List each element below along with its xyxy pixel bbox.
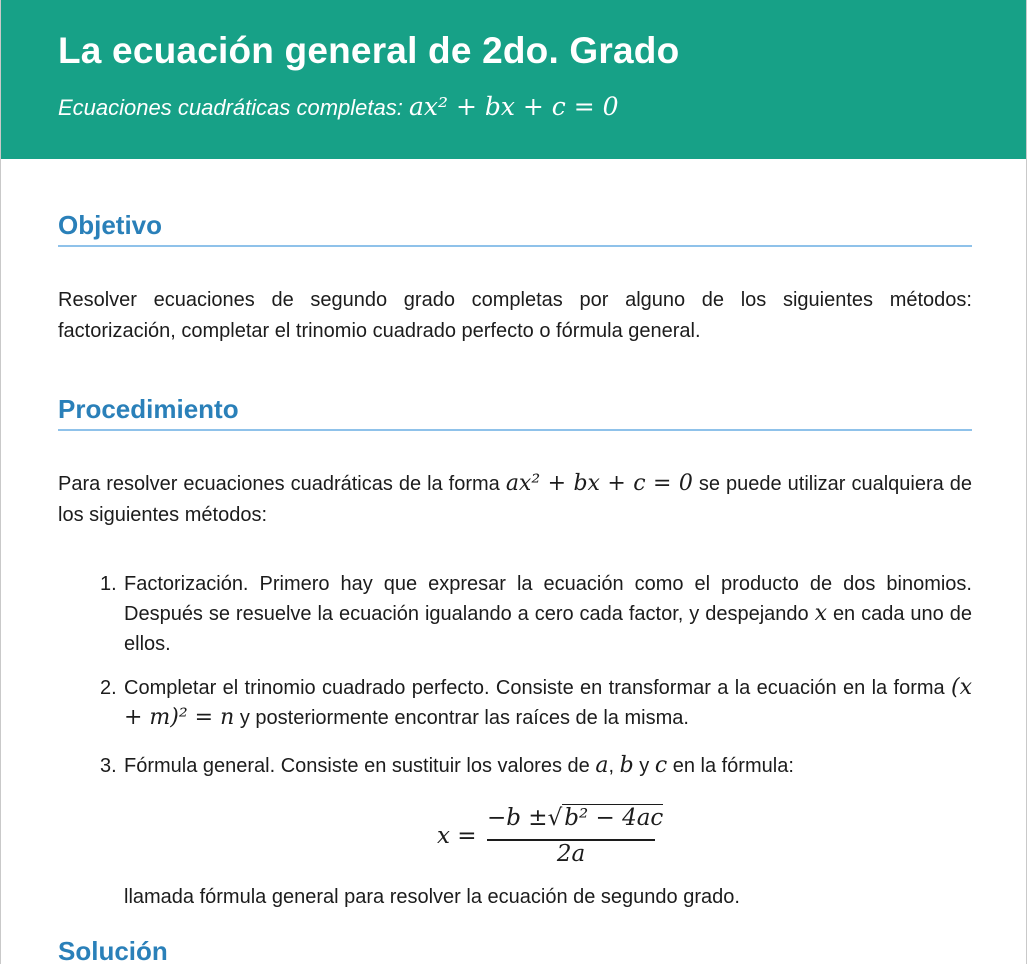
objetivo-text: Resolver ecuaciones de segundo grado completas por alguno de los siguientes métodos: factorización, completar el trinomio cuadrado perfecto o fórmula general.: [58, 289, 972, 342]
intro-text-before: Para resolver ecuaciones cuadráticas de la forma: [58, 473, 500, 495]
intro-equation: ax² + bx + c = 0: [505, 471, 693, 496]
subtitle-equation: ax² + bx + c = 0: [408, 92, 619, 121]
list-item-number: 1.: [100, 573, 117, 595]
numerator-prefix: −b ±: [487, 805, 548, 831]
list-item-number: 3.: [100, 755, 117, 777]
item-text-part: y posteriormente encontrar las raíces de la misma.: [239, 707, 689, 729]
item-separator: ,: [608, 755, 615, 777]
formula-numerator: [487, 805, 664, 831]
section-heading-solucion: Solución: [58, 936, 972, 964]
formula-denominator: 2a: [556, 841, 586, 867]
page-title: La ecuación general de 2do. Grado: [58, 30, 680, 71]
item-text-part: Completar el trinomio cuadrado perfecto. Consiste en transformar a la ecuación en la forma: [124, 677, 945, 699]
item-equation: (x + m)² = n: [124, 675, 973, 730]
item-variable: a: [595, 753, 609, 778]
radicand: b² − 4ac: [564, 805, 664, 831]
item-text-part: en cada uno de ellos.: [124, 603, 972, 655]
title-banner: [1, 0, 1027, 159]
page-subtitle: [58, 92, 619, 121]
intro-text-after: se puede utilizar cualquiera de los siguientes métodos:: [58, 473, 972, 526]
item-variable: b: [619, 753, 634, 778]
radical-sign: √: [547, 805, 563, 831]
list-item-text: [124, 569, 972, 659]
list-item-text: [124, 673, 972, 733]
item-variable: x: [814, 601, 827, 626]
list-item-number: 2.: [100, 677, 117, 699]
subtitle-text: Ecuaciones cuadráticas completas:: [58, 95, 403, 120]
item-text-part: Fórmula general. Consiste en sustituir los valores de: [124, 755, 590, 777]
list-item-text: [124, 751, 972, 781]
procedimiento-intro: [58, 468, 972, 531]
formula-caption: llamada fórmula general para resolver la ecuación de segundo grado.: [124, 886, 740, 908]
section-heading-procedimiento: Procedimiento: [58, 394, 972, 431]
item-text-part: Factorización. Primero hay que expresar la ecuación como el producto de dos binomios. Después se resuelve la ecuación igualando a cero cada factor, y despejando: [124, 573, 972, 625]
item-variable: c: [654, 753, 668, 778]
item-text-part: en la fórmula:: [672, 755, 794, 777]
item-separator: y: [639, 755, 650, 777]
section-heading-objetivo: Objetivo: [58, 210, 972, 247]
formula-lhs: x =: [437, 823, 477, 849]
